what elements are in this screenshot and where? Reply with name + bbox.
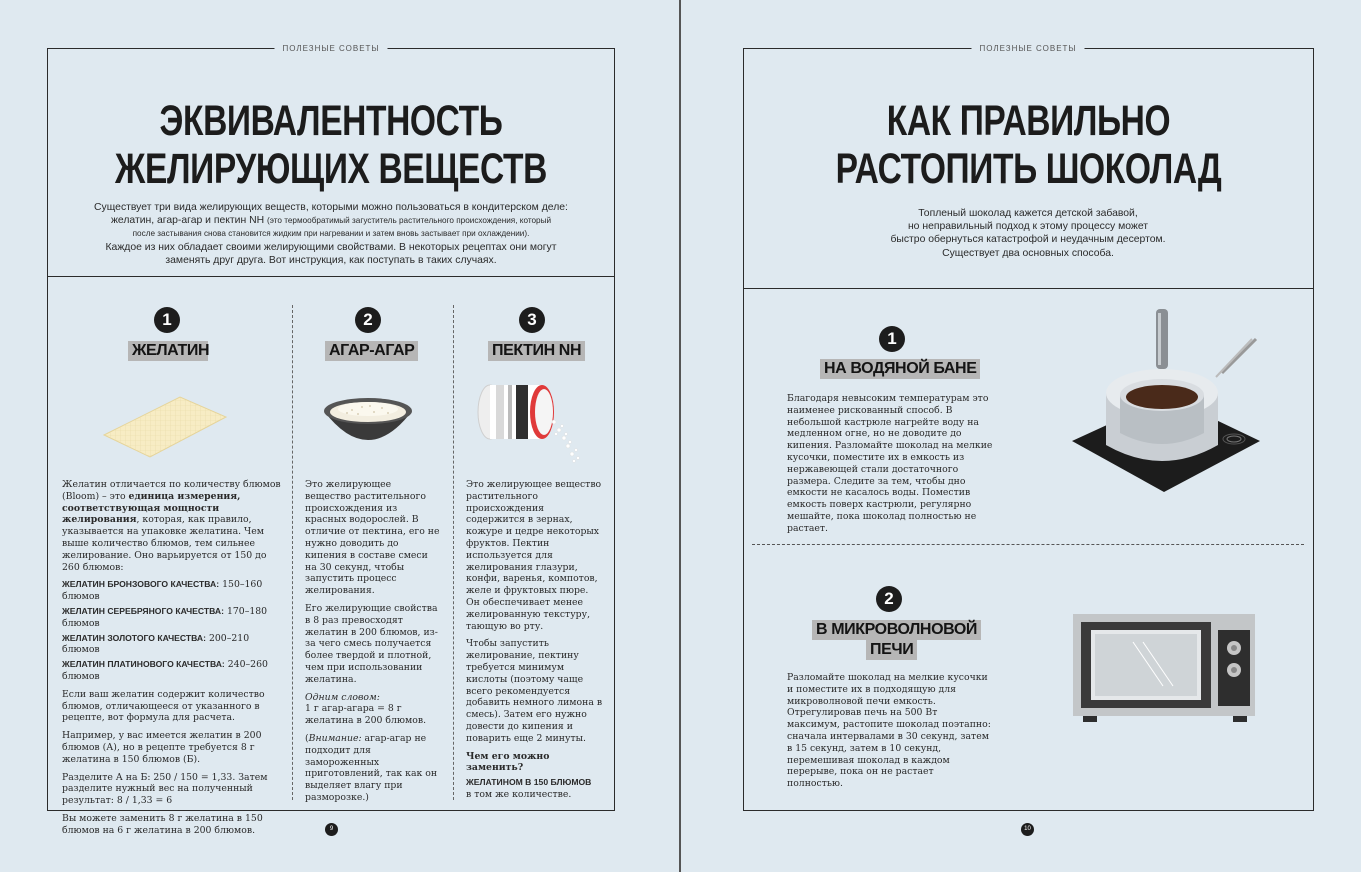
right-intro-line2: но неправильный подход к этому процессу может	[907, 221, 1149, 233]
gelatin-p5: Вы можете заменить 8 г желатина в 150 блюмов на 6 г желатина в 200 блюмов.	[62, 812, 263, 836]
right-intro-line4: Существует два основных способа.	[942, 247, 1114, 259]
right-intro	[800, 207, 1256, 260]
gelatin-p4: Разделите А на Б: 250 / 150 = 1,33. Затем разделите нужный вес на полученный результат: 8 / 1,33 = 6	[62, 771, 268, 807]
column-separator-2	[453, 305, 454, 800]
left-title-line2: ЖЕЛИРУЮЩИХ ВЕЩЕСТВ	[115, 145, 547, 193]
left-intro-line5: заменять друг друга. Вот инструкция, как поступать в таких случаях.	[165, 254, 497, 266]
left-intro-line2-b: (это термообратимый загуститель растительного происхождения, который	[267, 216, 552, 226]
left-intro-line2-a: желатин, агар-агар и пектин NH	[110, 215, 268, 227]
microwave-heading-line1: В МИКРОВОЛНОВОЙ	[816, 621, 978, 638]
grade-value: 150–160 блюмов	[62, 579, 263, 603]
gelatin-p2: Если ваш желатин содержит количество блюмов, отличающееся от указанного в рецепте, вот формула для расчета.	[62, 688, 265, 724]
agar-p4-paren: (	[305, 732, 309, 744]
gelatin-grade-platinum	[62, 659, 282, 683]
left-page-number: 9	[325, 823, 338, 836]
pectin-jar-illustration	[474, 382, 586, 466]
pectin-p2: Чтобы запустить желирование, пектину требуется минимум кислоты (поэтому чаще всего рекомендуется добавить немного лимона в смесь). Затем его нужно довести до кипения и поварить еще 2 минуты.	[466, 638, 603, 744]
section-number-1: 1	[154, 307, 180, 333]
agar-text	[305, 479, 440, 810]
right-intro-line1: Топленый шоколад кажется детской забавой,	[918, 208, 1138, 219]
left-intro-line2	[60, 214, 602, 227]
gelatin-sheet-illustration	[100, 395, 230, 460]
agar-bowl-illustration	[322, 385, 414, 457]
gelatin-p1-bold: единица измерения, соответствующая мощности желирования	[62, 490, 241, 526]
grade-label: ЖЕЛАТИН ЗОЛОТОГО КАЧЕСТВА:	[62, 632, 206, 643]
left-title-line1: ЭКВИВАЛЕНТНОСТЬ	[159, 97, 503, 145]
microwave-heading-line2: ПЕЧИ	[870, 641, 914, 658]
left-divider	[47, 276, 615, 277]
method-heading-microwave-line2	[866, 640, 917, 660]
gelatin-text	[62, 479, 282, 843]
right-page-number: 10	[1021, 823, 1034, 836]
right-intro-line3: быстро обернуться катастрофой и неудачным десертом.	[890, 234, 1166, 246]
section-number-3: 3	[519, 307, 545, 333]
method-separator	[752, 544, 1304, 545]
agar-p1: Это желирующее вещество растительного происхождения из красных водорослей. В отличие от пектина, его не нужно доводить до кипения в составе смеси на 30 секунд, чтобы запустить процесс желирования.	[305, 479, 440, 597]
agar-p3-italic: Одним словом:	[305, 691, 380, 703]
right-divider	[743, 288, 1314, 289]
section-heading-agar: АГАР-АГАР	[325, 341, 418, 361]
microwave-text	[787, 672, 992, 796]
left-intro	[60, 201, 602, 267]
gelatin-grade-gold	[62, 633, 282, 657]
water-bath-text	[787, 393, 999, 541]
agar-p4-text: агар-агар не подходит для замороженных приготовлений, так как он выделяет влагу при разморозке.)	[305, 732, 438, 803]
pectin-answer	[466, 777, 604, 801]
microwave-oven-illustration	[1073, 614, 1258, 724]
agar-p4-italic: Внимание:	[308, 732, 362, 744]
agar-p4	[305, 733, 440, 804]
gelatin-p3: Например, у вас имеется желатин в 200 блюмов (А), но в рецепте требуется 8 г желатина в 150 блюмов (Б).	[62, 730, 262, 765]
left-page-title	[109, 97, 552, 193]
water-bath-paragraph: Благодаря невысоким температурам это наименее рискованный способ. В небольшой кастрюле нагрейте воду на медленном огне, но не доводите до кипения. Разломайте шоколад на мелкие кусочки, поместите их в емкость из нержавеющей стали достаточного размера. Следите за тем, чтобы дно емкости не касалось воды. Поместив емкость поверх кастрюли, регулярно мешайте, пока шоколад полностью не растает.	[787, 393, 993, 534]
left-intro-line4: Каждое из них обладает своими желирующими свойствами. В некоторых рецептах они могут	[105, 241, 557, 253]
pectin-question-text: Чем его можно заменить?	[466, 750, 550, 774]
method-number-1: 1	[879, 326, 905, 352]
right-title-line1: КАК ПРАВИЛЬНО	[886, 97, 1171, 145]
method-heading-water-bath: НА ВОДЯНОЙ БАНЕ	[820, 359, 980, 379]
pectin-text	[466, 479, 604, 807]
section-heading-pectin: ПЕКТИН NH	[488, 341, 585, 361]
grade-label: ЖЕЛАТИН БРОНЗОВОГО КАЧЕСТВА:	[62, 579, 220, 590]
gelatin-p1-a: Желатин отличается по количеству блюмов (Bloom) – это	[62, 479, 281, 502]
pectin-question	[466, 751, 604, 775]
section-heading-gelatin: ЖЕЛАТИН	[128, 341, 208, 361]
right-kicker: ПОЛЕЗНЫЕ СОВЕТЫ	[971, 44, 1084, 53]
gelatin-grade-silver	[62, 606, 282, 630]
microwave-paragraph: Разломайте шоколад на мелкие кусочки и поместите их в подходящую для микроволновой печи емкость. Отрегулировав печь на 500 Вт максимум, растопите шоколад поэтапно: сначала интервалами в 30 секунд, затем в 15 секунд, затем в 10 секунд, перемешивая шоколад в каждом перерыве, пока он не растает полностью.	[787, 672, 991, 790]
left-intro-line1: Существует три вида желирующих веществ, которыми можно пользоваться в кондитерском деле:	[94, 202, 568, 213]
section-number-2: 2	[355, 307, 381, 333]
grade-label: ЖЕЛАТИН СЕРЕБРЯНОГО КАЧЕСТВА:	[62, 605, 224, 616]
page-spine	[679, 0, 681, 872]
agar-p3-text: 1 г агар-агара = 8 г желатина в 200 блюмов.	[305, 703, 427, 727]
grade-value: 240–260 блюмов	[62, 659, 268, 682]
right-page-title	[806, 97, 1251, 193]
pectin-p1: Это желирующее вещество растительного происхождения содержится в зернах, кожуре и цедре некоторых фруктов. Пектин используется для желирования глазури, конфи, варенья, компотов, желе и фруктовых пюре. Он обеспечивает менее желированную текстуру, тающую во рту.	[466, 479, 602, 632]
column-separator-1	[292, 305, 293, 800]
water-bath-pot-illustration	[1072, 305, 1262, 497]
pectin-answer-label: ЖЕЛАТИНОМ В 150 БЛЮМОВ	[466, 777, 592, 788]
agar-p3	[305, 692, 440, 727]
left-intro-line3: после застывания снова становится жидким при нагревании и затем вновь застывает при охлаждении).	[132, 229, 530, 239]
agar-p2: Его желирующие свойства в 8 раз превосходят желатин в 200 блюмов, из-за чего смесь получается более твердой и плотной, чем при использовании желатина.	[305, 602, 438, 685]
gelatin-grade-bronze	[62, 579, 282, 603]
pectin-answer-text: в том же количестве.	[466, 788, 572, 800]
method-heading-microwave	[812, 620, 981, 640]
left-kicker: ПОЛЕЗНЫЕ СОВЕТЫ	[274, 44, 387, 53]
grade-value: 170–180 блюмов	[62, 605, 268, 629]
method-number-2: 2	[876, 586, 902, 612]
grade-label: ЖЕЛАТИН ПЛАТИНОВОГО КАЧЕСТВА:	[62, 659, 225, 670]
grade-value: 200–210 блюмов	[62, 632, 250, 656]
gelatin-p1-b: , которая, как правило, указывается на упаковке желатина. Чем выше количество блюмов, тем сильнее желирование. Оно варьируется от 150 до 260 блюмов:	[62, 514, 267, 573]
gelatin-p1	[62, 479, 282, 573]
right-title-line2: РАСТОПИТЬ ШОКОЛАД	[835, 145, 1222, 193]
